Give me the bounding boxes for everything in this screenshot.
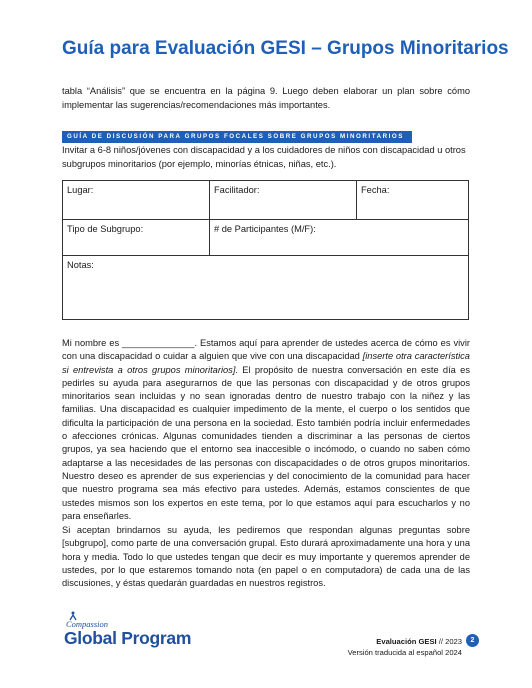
invite-paragraph: Invitar a 6-8 niños/jóvenes con discapacidad y a los cuidadores de niños con discapacidad u otros subgrupos minoritarios (por ejemplo, minorías étnicas, niñas, etc.).	[62, 145, 466, 169]
page-title: Guía para Evaluación GESI – Grupos Minoritarios	[62, 38, 509, 59]
participantes-cell[interactable]	[210, 220, 469, 256]
footer-doc-year: // 2023	[436, 637, 462, 646]
p1-text-b: . El propósito de nuestra conversación en este día es pedirles su ayuda para asegurarnos de que las personas con discapacidad y de otros grupos minoritarios sean incluidas y no sean ignoradas dentro de nuestro trabajo con la niñez y las familias. Una discapacidad es cualquier impedimento de la mente, el cuerpo o los sentidos que dificulta la participación de una persona en la sociedad. Esto también podría incluir enfermedades o afecciones crónicas. Algunas comunidades tienden a discriminar a las personas de ciertos grupos, ya sea haciendo que el entorno sea inaccesible o incómodo, o cuando no saben cómo adaptarse a las necesidades de las personas con discapacidades o de otros grupos minoritarios. Nuestro deseo es aprender de sus experiencias y del conocimiento de la comunidad para hacer que nuestro programa sea más efectivo para ustedes. Además, estamos conscientes de que ustedes mismos son los expertos en este tema, por lo que estamos aquí para escucharlos y no para enseñarles.	[62, 364, 470, 521]
p1-italic-note: [inserte otra característica si entrevista a otros grupos minoritarios]	[62, 351, 470, 375]
tipo-subgrupo-label: Tipo de Subgrupo:	[67, 224, 144, 234]
body-paragraph-2: Si aceptan brindarnos su ayuda, les pediremos que respondan algunas preguntas sobre [subgrupo], como parte de una conversación grupal. Esto durará aproximadamente una hora y una hora y media. Todo lo que ustedes tengan que decir es muy importante y queremos aprender de ustedes, por lo que estaremos tomando nota (en papel o en computadora) de cada una de las discusiones, y éstas quedarán guardadas en nuestros registros.	[62, 525, 470, 589]
notas-label: Notas:	[67, 260, 94, 270]
session-form-table	[62, 180, 469, 320]
notas-cell[interactable]	[63, 256, 469, 320]
footer-version: Versión traducida al español 2024	[347, 648, 462, 657]
lugar-cell[interactable]	[63, 181, 210, 220]
participantes-label: # de Participantes (M/F):	[214, 224, 316, 234]
compassion-logo	[62, 611, 202, 656]
logo-wordmark-big: Global Program	[64, 628, 192, 648]
intro-paragraph: tabla “Análisis” que se encuentra en la página 9. Luego deben elaborar un plan sobre cómo implementar las sugerencias/recomendaciones más importantes.	[62, 86, 470, 110]
tipo-subgrupo-cell[interactable]	[63, 220, 210, 256]
footer-info	[348, 636, 462, 658]
logo-wordmark-small: Compassion	[66, 619, 109, 629]
footer-doc-title: Evaluación GESI	[376, 637, 437, 646]
facilitador-label: Facilitador:	[214, 185, 260, 195]
body-paragraph-1	[62, 337, 470, 523]
page-number-badge: 2	[466, 634, 479, 647]
fecha-cell[interactable]	[357, 181, 469, 220]
facilitador-cell[interactable]	[210, 181, 357, 220]
p1-text-a: Mi nombre es ______________. Estamos aquí para aprender de ustedes acerca de cómo es vivir con una discapacidad o cuidar a alguien que vive con una discapacidad	[62, 338, 470, 362]
section-banner: GUÍA DE DISCUSIÓN PARA GRUPOS FOCALES SOBRE GRUPOS MINORITARIOS	[62, 131, 412, 143]
lugar-label: Lugar:	[67, 185, 94, 195]
fecha-label: Fecha:	[361, 185, 390, 195]
